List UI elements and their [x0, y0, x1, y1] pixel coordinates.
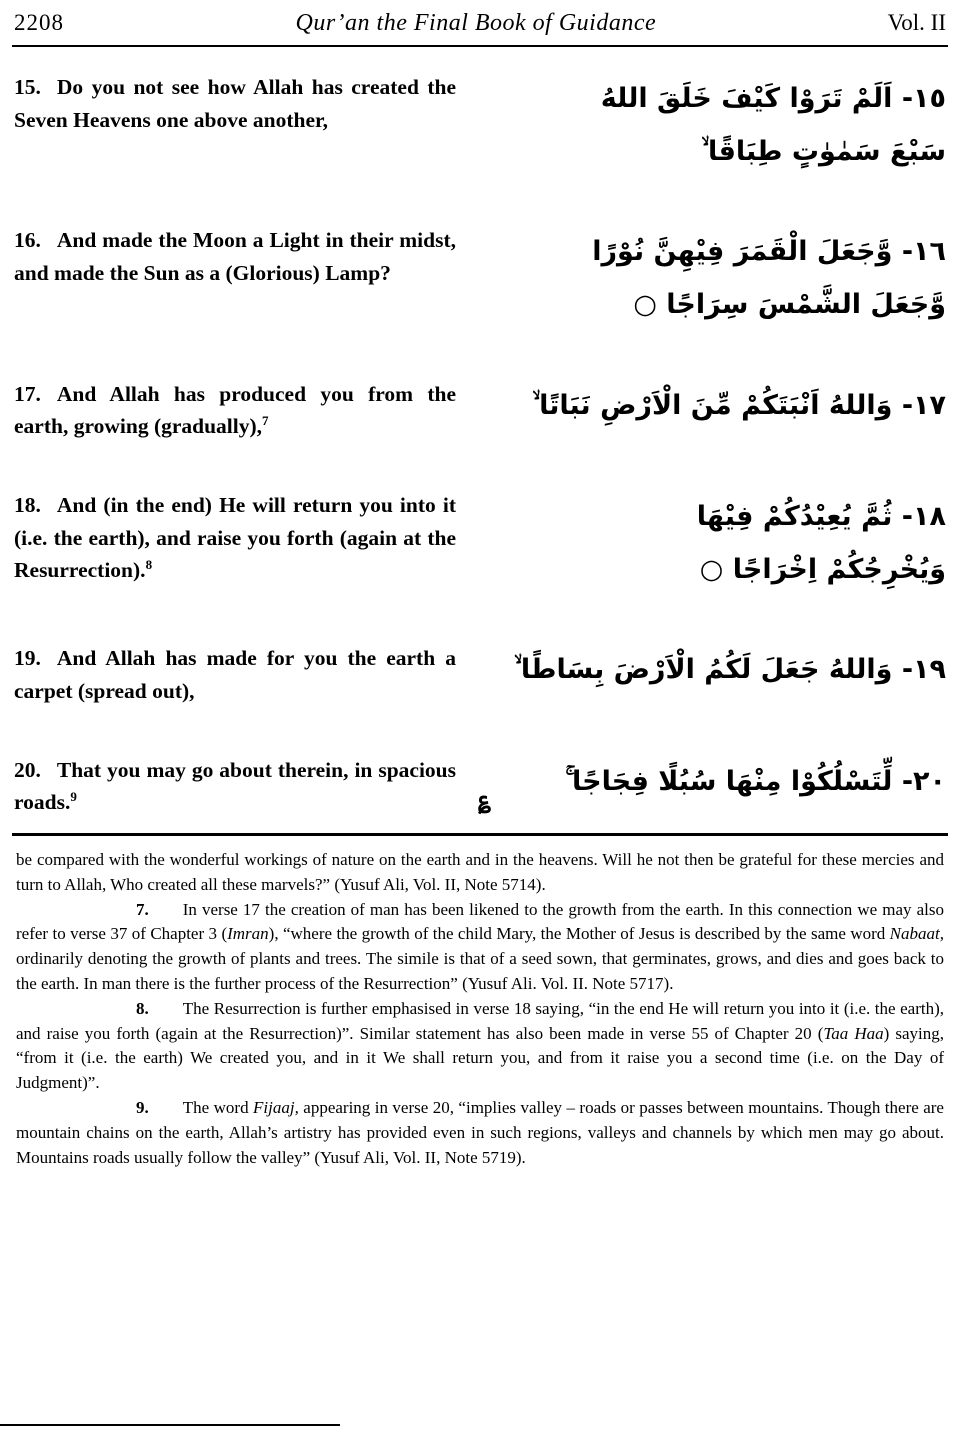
footnote-italic: Taa Haa — [823, 1023, 884, 1043]
arabic-line: ١٨- ثُمَّ يُعِيْدُكُمْ فِيْهَا — [696, 500, 946, 532]
verse-arabic — [476, 489, 946, 596]
verse-row-16 — [14, 224, 946, 331]
verse-arabic — [476, 378, 946, 433]
footnote-7 — [16, 898, 944, 997]
ruku-mark: ؏ — [478, 787, 491, 813]
verse-number: 19. — [14, 646, 41, 671]
footnote-text: appearing in verse 20, “implies valley – roads or passes between mountains. Though there are mountain chains on the earth, Allah’s artistry has provided even in such regions, valleys and channels by which men may go about. Mountains roads usually follow the valley” (Yusuf Ali, Vol. II, Note 5719). — [16, 1098, 944, 1167]
footnote-italic: Imran — [227, 924, 269, 944]
footnote-text: The word — [182, 1098, 254, 1117]
verse-text: That you may go about therein, in spacious roads. — [14, 757, 456, 815]
verse-row-18 — [14, 489, 946, 596]
verses-section — [12, 47, 948, 819]
verse-arabic — [476, 642, 946, 697]
verse-arabic — [476, 754, 946, 813]
verse-text: And Allah has produced you from the earth, growing (gradually), — [14, 381, 456, 439]
arabic-line: ١٦- وَّجَعَلَ الْقَمَرَ فِيْهِنَّ نُوْرًا — [592, 236, 946, 268]
verse-arabic — [476, 224, 946, 331]
footnote-ref: 7 — [262, 413, 269, 429]
verse-number: 20. — [14, 757, 41, 782]
footnote-number: 8. — [136, 998, 149, 1018]
verse-row-20 — [14, 754, 946, 819]
arabic-line: وَيُخْرِجُكُمْ اِخْرَاجًا ○ — [699, 553, 946, 585]
verse-english — [14, 224, 456, 289]
verse-english — [14, 489, 456, 587]
arabic-line: سَبْعَ سَمٰوٰتٍ طِبَاقًا ۙ — [701, 135, 946, 167]
footnote-number: 7. — [136, 899, 149, 919]
arabic-line: ١٥- اَلَمْ تَرَوْا كَيْفَ خَلَقَ اللهُ — [600, 83, 946, 114]
verse-number: 15. — [14, 75, 41, 99]
arabic-line: وَّجَعَلَ الشَّمْسَ سِرَاجًا ○ — [633, 288, 946, 320]
footnote-ref: 9 — [70, 789, 77, 805]
footnote-text: ), “where the growth of the child Mary, the Mother of Jesus is described by the same word — [268, 924, 890, 944]
page-header — [12, 6, 948, 47]
footnote-italic: Fijaaj, — [253, 1098, 299, 1117]
footnotes-section — [12, 836, 948, 1171]
bottom-edge-line — [0, 1424, 340, 1426]
verse-number: 16. — [14, 228, 41, 253]
verse-row-17 — [14, 378, 946, 443]
verse-text: Do you not see how Allah has created the Seven Heavens one above another, — [14, 75, 456, 132]
verse-english — [14, 378, 456, 443]
verse-english — [14, 642, 456, 707]
footnote-text: In verse 17 the creation of man has been likened to the growth from the earth. In this connection we may also refer to verse 37 of Chapter 3 ( — [16, 899, 944, 944]
verse-text: And made the Moon a Light in their midst, and made the Sun as a (Glorious) Lamp? — [14, 228, 456, 285]
footnote-text: The Resurrection is further emphasised in verse 18 saying, “in the end He will return you into it (i.e. the earth), and raise you forth (again at the Resurrection)”. Similar statement has also been made in verse 55 of Chapter 20 ( — [16, 998, 944, 1043]
arabic-line: ١٧- وَاللهُ اَنْبَتَكُمْ مِّنَ الْاَرْضِ نَبَاتًا ۙ — [532, 389, 946, 421]
footnote-text: ) saying, “from it (i.e. the earth) We created you, and in it We shall return you, and from it raise you a second time (i.e. on the Day of Judgment)”. — [16, 1023, 945, 1093]
arabic-line: ١٩- وَاللهُ جَعَلَ لَكُمُ الْاَرْضَ بِسَاطًا ۙ — [514, 654, 946, 686]
footnote-number: 9. — [136, 1098, 149, 1117]
verse-text: And (in the end) He will return you into it (i.e. the earth), and raise you forth (again at the Resurrection). — [14, 492, 456, 583]
footnote-italic: Nabaat, — [889, 924, 944, 944]
verse-arabic — [476, 71, 946, 178]
verse-number: 17. — [14, 381, 41, 406]
footnote-8 — [16, 997, 944, 1096]
verse-number: 18. — [14, 492, 41, 517]
arabic-line: ٢٠- لِّتَسْلُكُوْا مِنْهَا سُبُلًا فِجَاجًا ۚ — [565, 765, 946, 797]
footnote-continuation: be compared with the wonderful workings of nature on the earth and in the heavens. Will he not then be grateful for these mercies and turn to Allah, Who created all these marvels?” (Yusuf Ali, Vol. II, Note 5714). — [16, 849, 944, 894]
verse-row-15 — [14, 71, 946, 178]
verse-row-19 — [14, 642, 946, 707]
verse-english — [14, 754, 456, 819]
volume-label: Vol. II — [887, 10, 946, 35]
footnote-9 — [16, 1096, 944, 1170]
footnote-ref: 8 — [145, 557, 153, 573]
verse-english — [14, 71, 456, 136]
verse-text: And Allah has made for you the earth a carpet (spread out), — [14, 646, 456, 703]
footnote-text: ordinarily denoting the growth of plants and trees. The simile is that of a seed sown, that germinates, grows, and dies and goes back to the earth. In man there is the further process of the Resurrection” (Yusuf Ali. Vol. II. Note 5717). — [16, 949, 944, 993]
book-title: Qur’an the Final Book of Guidance — [295, 10, 657, 36]
page-number: 2208 — [14, 10, 64, 35]
